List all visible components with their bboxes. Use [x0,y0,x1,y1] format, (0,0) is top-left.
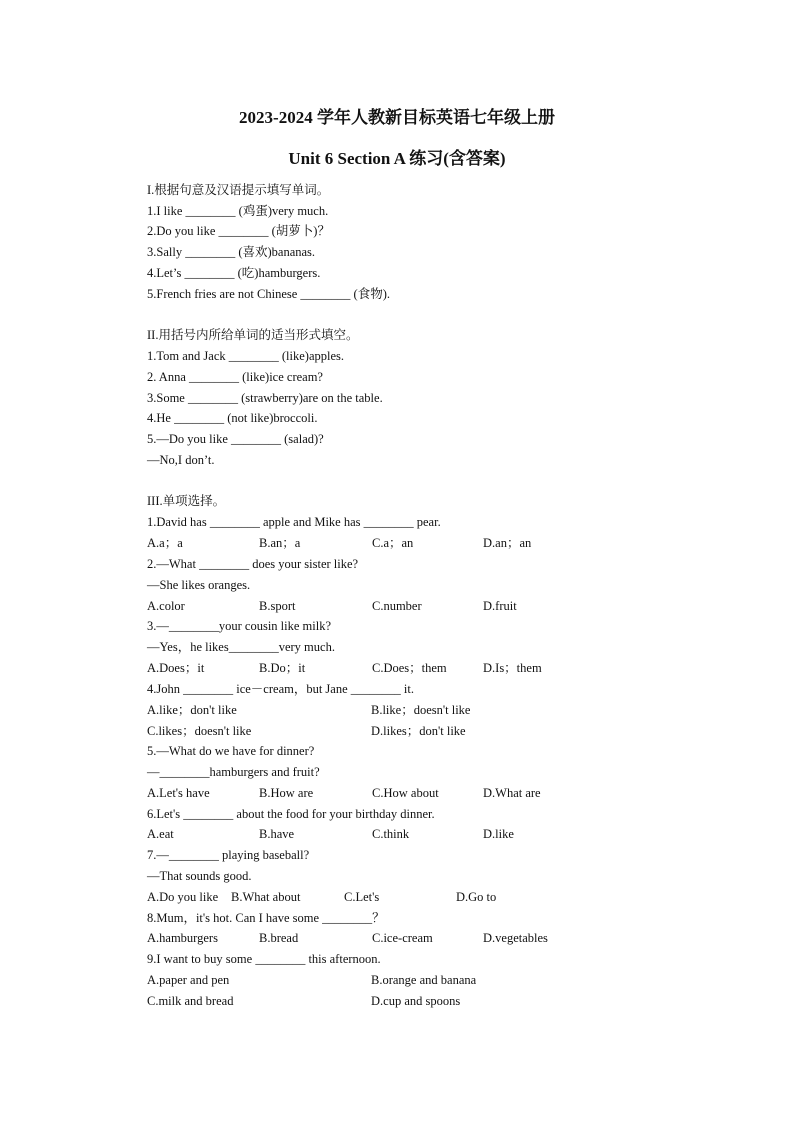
option-c: C.How about [372,786,439,800]
option-b: B.orange and banana [371,973,477,987]
option-c: C.Let's [344,890,380,904]
option-c: C.a；an [372,536,414,550]
option-a: A.like；don't like [147,703,237,717]
option-a: A.Let's have [147,786,210,800]
section2-item: 2. Anna ________ (like)ice cream? [147,370,323,384]
question-stem: 4.John ________ ice－cream，but Jane ________ it. [147,682,414,696]
question-options [147,721,707,741]
option-b: B.sport [259,599,296,613]
question-reply: —Yes，he likes________very much. [147,640,335,654]
option-c: C.ice-cream [372,931,433,945]
option-b: B.How are [259,786,314,800]
question-options [147,700,707,720]
question-stem: 3.—________your cousin like milk? [147,619,332,633]
question-options [147,928,707,948]
section3-heading: III.单项选择。 [147,494,226,508]
option-a: A.Does；it [147,661,205,675]
option-d: D.cup and spoons [371,994,461,1008]
section2-item: 5.—Do you like ________ (salad)? [147,432,324,446]
question-options [147,783,707,803]
option-c: C.number [372,599,422,613]
option-a: A.hamburgers [147,931,218,945]
section2-item: 3.Some ________ (strawberry)are on the table. [147,391,383,405]
question-options [147,658,707,678]
option-d: D.vegetables [483,931,548,945]
question-stem: 8.Mum，it's hot. Can I have some ________？ [147,911,385,925]
question-reply: —________hamburgers and fruit? [147,765,320,779]
question-stem: 6.Let's ________ about the food for your birthday dinner. [147,807,435,821]
page-title: 2023-2024 学年人教新目标英语七年级上册 [239,108,555,127]
option-a: A.Do you like [147,890,219,904]
option-c: C.think [372,827,410,841]
section1-item: 2.Do you like ________ (胡萝卜)？ [147,224,330,238]
option-c: C.milk and bread [147,994,234,1008]
section1-heading: I.根据句意及汉语提示填写单词。 [147,183,330,197]
option-b: B.bread [259,931,299,945]
option-d: D.like [483,827,514,841]
option-a: A.eat [147,827,174,841]
section1-item: 1.I like ________ (鸡蛋)very much. [147,204,329,218]
question-options [147,887,707,907]
question-options [147,824,707,844]
option-b: B.an；a [259,536,301,550]
section1-item: 4.Let’s ________ (吃)hamburgers. [147,266,321,280]
option-d: D.Is；them [483,661,542,675]
option-d: D.Go to [456,890,497,904]
question-reply: —She likes oranges. [147,578,251,592]
question-stem: 7.—________ playing baseball? [147,848,310,862]
question-options [147,991,707,1011]
option-c: C.Does；them [372,661,447,675]
question-stem: 9.I want to buy some ________ this afternoon. [147,952,381,966]
section1-item: 5.French fries are not Chinese ________ (食物). [147,287,390,301]
section2-item: —No,I don’t. [147,453,215,467]
option-d: D.fruit [483,599,517,613]
question-reply: —That sounds good. [147,869,252,883]
question-options [147,596,707,616]
section2-item: 4.He ________ (not like)broccoli. [147,411,318,425]
option-d: D.likes；don't like [371,724,466,738]
section1-item: 3.Sally ________ (喜欢)bananas. [147,245,316,259]
option-a: A.paper and pen [147,973,230,987]
question-stem: 2.—What ________ does your sister like? [147,557,359,571]
question-options [147,970,707,990]
option-d: D.What are [483,786,541,800]
question-stem: 5.—What do we have for dinner? [147,744,315,758]
option-b: B.like；doesn't like [371,703,471,717]
option-b: B.Do；it [259,661,306,675]
page-subtitle: Unit 6 Section A 练习(含答案) [288,149,506,168]
question-stem: 1.David has ________ apple and Mike has ________ pear. [147,515,441,529]
option-d: D.an；an [483,536,532,550]
option-a: A.a；a [147,536,183,550]
option-c: C.likes；doesn't like [147,724,252,738]
section2-heading: II.用括号内所给单词的适当形式填空。 [147,328,359,342]
option-b: B.have [259,827,295,841]
section2-item: 1.Tom and Jack ________ (like)apples. [147,349,344,363]
question-options [147,533,707,553]
option-b: B.What about [231,890,301,904]
option-a: A.color [147,599,185,613]
